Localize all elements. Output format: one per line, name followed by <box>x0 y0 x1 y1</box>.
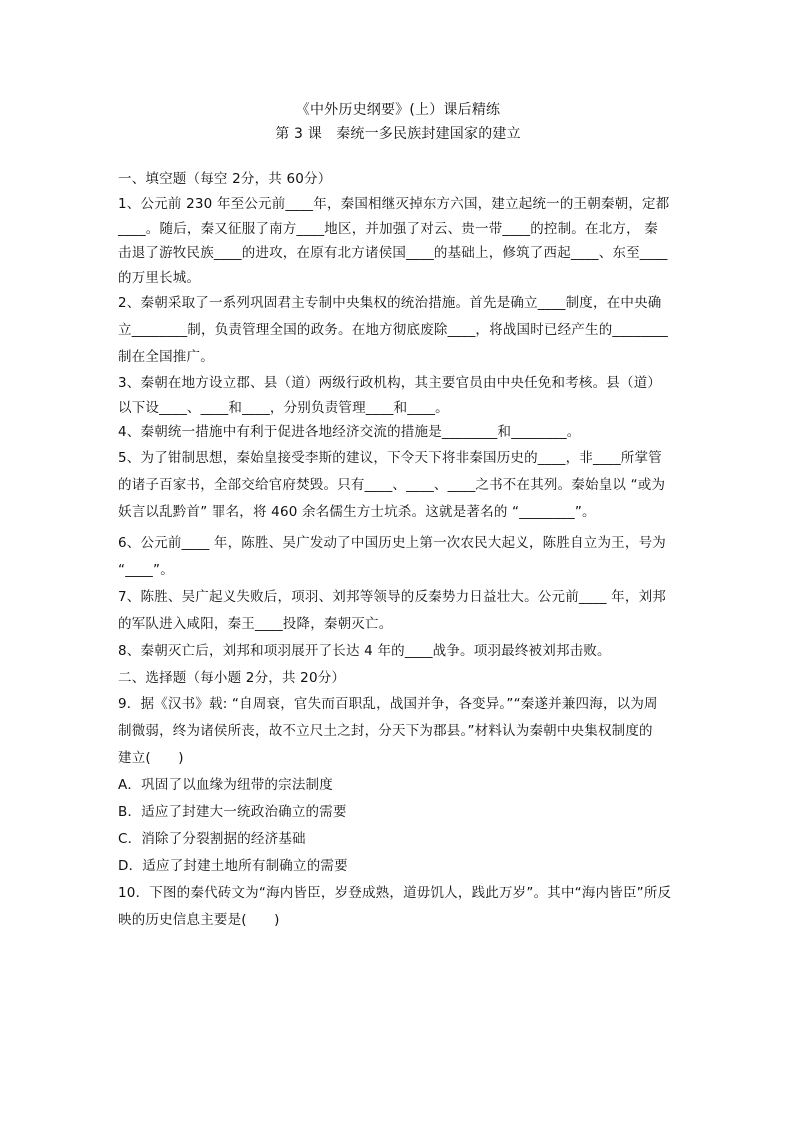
question-text-line: 10．下图的秦代砖文为“海内皆臣，岁登成熟，道毋饥人，践此万岁”。其中“海内皆臣”所反 <box>118 884 672 901</box>
question-text-line: 5、为了钳制思想，秦始皇接受李斯的建议，下令天下将非秦国历史的____，非____所掌管 <box>118 449 662 466</box>
question-text-line: 2、秦朝采取了一系列巩固君主专制中央集权的统治措施。首先是确立____制度，在中央确 <box>118 295 662 311</box>
question-3 <box>118 371 678 420</box>
question-9 <box>118 691 678 880</box>
question-5 <box>118 445 678 526</box>
question-6 <box>118 530 678 584</box>
question-text-line: ____。随后，秦又征服了南方____地区，并加强了对云、贵一带____的控制。在北方， 秦 <box>118 220 658 237</box>
question-text-line: 映的历史信息主要是( ) <box>118 911 280 928</box>
option-b: B．适应了封建大一统政治确立的需要 <box>118 803 347 820</box>
question-8 <box>118 638 678 665</box>
question-7 <box>118 584 678 638</box>
question-text-line: 立________制，负责管理全国的政务。在地方彻底废除____，将战国时已经产生的________ <box>118 322 668 338</box>
question-text-line: 8、秦朝灭亡后，刘邦和项羽展开了长达 4 年的____战争。项羽最终被刘邦击败。 <box>118 642 611 659</box>
question-text-line: 击退了游牧民族____的进攻，在原有北方诸侯国____的基础上，修筑了西起____、东至____ <box>118 245 668 261</box>
document-title: 《中外历史纲要》(上）课后精练 <box>295 102 501 118</box>
question-text-line: 3、秦朝在地方设立郡、县（道）两级行政机构，其主要官员由中央任免和考核。县（道） <box>118 375 662 391</box>
question-text-line: 的万里长城。 <box>118 269 201 286</box>
lesson-subtitle: 第 3 课 秦统一多民族封建国家的建立 <box>275 126 521 142</box>
option-d: D．适应了封建土地所有制确立的需要 <box>118 857 348 874</box>
question-text-line: 制微弱，终为诸侯所丧，故不立尺土之封，分天下为郡县。”材料认为秦朝中央集权制度的 <box>118 722 653 739</box>
question-text-line: 的军队进入咸阳，秦王____投降，秦朝灭亡。 <box>118 615 393 632</box>
section-heading-fill-blank: 一、填空题（每空 2分，共 60分） <box>118 171 332 187</box>
question-text-line: “____”。 <box>118 561 174 578</box>
section-heading-choice: 二、选择题（每小题 2分，共 20分） <box>118 669 346 686</box>
question-text-line: 1、公元前 230 年至公元前____年，秦国相继灭掉东方六国，建立起统一的王朝秦朝，定都 <box>118 196 670 212</box>
question-text-line: 的诸子百家书，全部交给官府焚毁。只有____、____、____之书不在其列。秦始皇以 “或为 <box>118 476 666 493</box>
question-text-line: 建立( ) <box>118 749 184 766</box>
document-page <box>118 98 678 934</box>
question-text-line: 制在全国推广。 <box>118 349 214 365</box>
question-10 <box>118 880 678 934</box>
question-2 <box>118 290 678 371</box>
question-text-line: 6、公元前____ 年，陈胜、吴广发动了中国历史上第一次农民大起义，陈胜自立为王，号为 <box>118 534 666 551</box>
question-text-line: 妖言以乱黔首” 罪名，将 460 余名儒生方士坑杀。这就是著名的 “________”。 <box>118 503 596 520</box>
option-a: A．巩固了以血缘为纽带的宗法制度 <box>118 776 333 793</box>
question-text-line: 4、秦朝统一措施中有利于促进各地经济交流的措施是________和________。 <box>118 424 581 440</box>
question-4 <box>118 420 678 445</box>
option-c: C．消除了分裂割据的经济基础 <box>118 830 306 847</box>
question-1 <box>118 192 678 290</box>
question-text-line: 9．据《汉书》载: “自周衰，官失而百职乱，战国并争，各变异。”“秦遂并兼四海，以为周 <box>118 695 658 712</box>
question-text-line: 以下设____、____和____，分别负责管理____和____。 <box>118 399 449 416</box>
question-text-line: 7、陈胜、吴广起义失败后，项羽、刘邦等领导的反秦势力日益壮大。公元前____ 年，刘邦 <box>118 588 666 605</box>
